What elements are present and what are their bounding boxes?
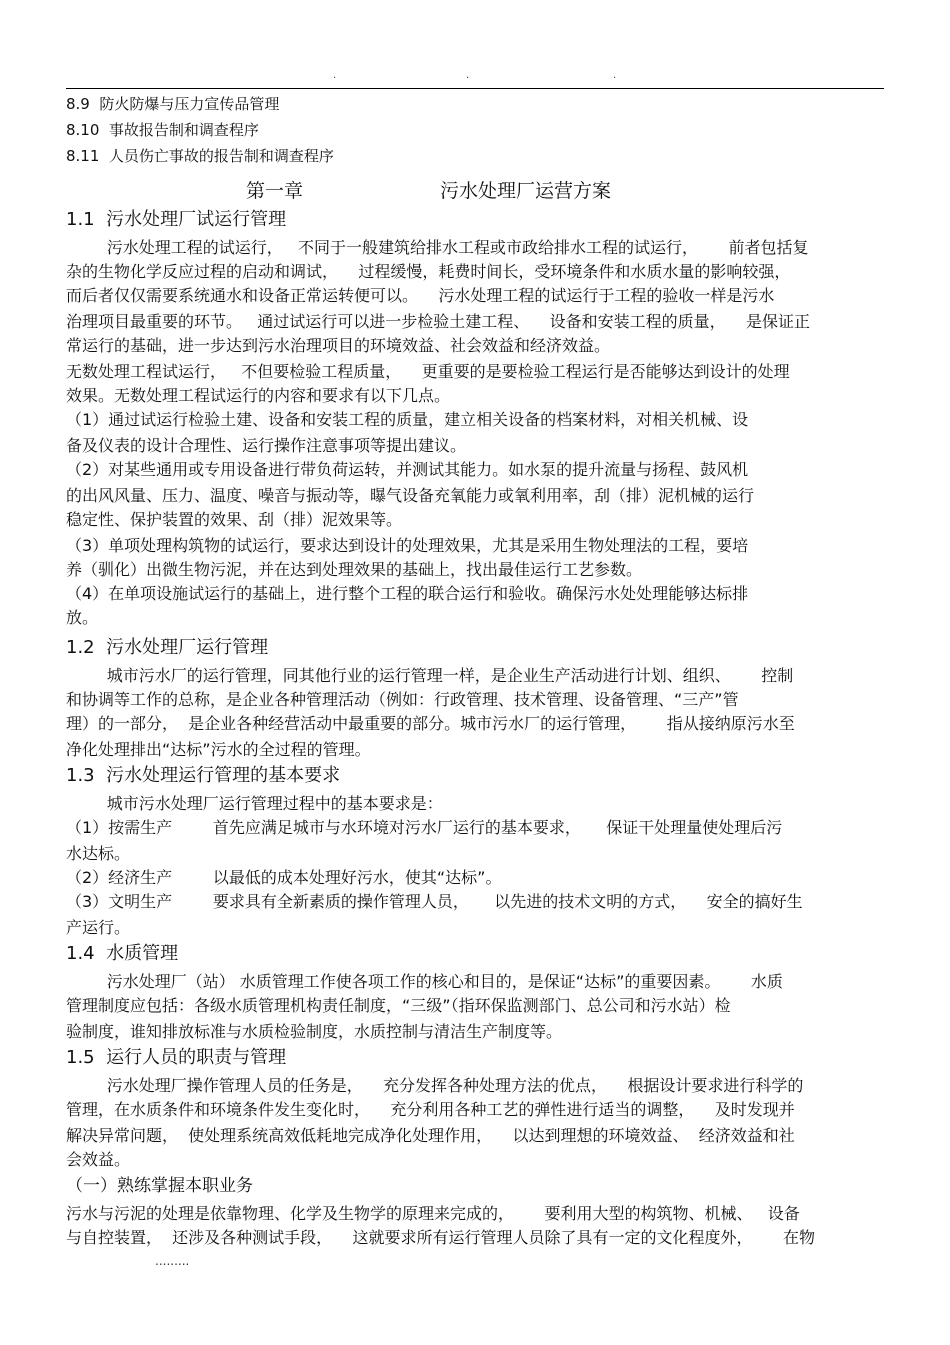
header-rule bbox=[66, 88, 884, 89]
paragraph-line: 和协调等工作的总称，是企业各种管理活动（例如：行政管理、技术管理、设备管理、“三产”管 bbox=[66, 690, 739, 709]
paragraph-line: （1）通过试运行检验土建、设备和安装工程的质量，建立相关设备的档案材料，对相关机械、设 bbox=[66, 410, 749, 429]
subsection-heading: （一）熟练掌握本职业务 bbox=[66, 1176, 253, 1196]
paragraph-line: 城市污水处理厂运行管理过程中的基本要求是： bbox=[66, 794, 443, 813]
paragraph-line: 效果。无数处理工程试运行的内容和要求有以下几点。 bbox=[66, 386, 451, 405]
paragraph-line: 产运行。 bbox=[66, 918, 131, 937]
toc-item: 8.9 防火防爆与压力宣传品管理 bbox=[66, 95, 280, 113]
paragraph-line: 养（驯化）出微生物污泥，并在达到处理效果的基础上，找出最佳运行工艺参数。 bbox=[66, 560, 643, 579]
paragraph-line: 会效益。 bbox=[66, 1150, 131, 1169]
paragraph-line: 与自控装置， 还涉及各种测试手段， 这就要求所有运行管理人员除了具有一定的文化程度外， 在物 bbox=[66, 1228, 816, 1247]
paragraph-line: 无数处理工程试运行， 不但要检验工程质量， 更重要的是要检验工程运行是否能够达到设计的处理 bbox=[66, 362, 790, 381]
paragraph-line: 污水处理工程的试运行， 不同于一般建筑给排水工程或市政给排水工程的试运行， 前者包括复 bbox=[66, 238, 809, 257]
chapter-number: 第一章 bbox=[246, 180, 304, 202]
continuation-ellipsis: ......... bbox=[155, 1254, 190, 1268]
paragraph-line: 杂的生物化学反应过程的启动和调试， 过程缓慢，耗费时间长，受环境条件和水质水量的影响较强， bbox=[66, 262, 791, 281]
header-dot: . bbox=[333, 70, 337, 81]
paragraph-line: （3）文明生产 要求具有全新素质的操作管理人员， 以先进的技术文明的方式， 安全的搞好生 bbox=[66, 892, 803, 911]
paragraph-line: 理）的一部分， 是企业各种经营活动中最重要的部分。城市污水厂的运行管理， 指从接纳原污水至 bbox=[66, 714, 795, 733]
paragraph-line: 污水与污泥的处理是依靠物理、化学及生物学的原理来完成的， 要利用大型的构筑物、机械、 设备 bbox=[66, 1204, 800, 1223]
toc-item: 8.10 事故报告制和调查程序 bbox=[66, 121, 259, 139]
section-heading: 1.5 运行人员的职责与管理 bbox=[66, 1047, 287, 1068]
paragraph-line: 常运行的基础，进一步达到污水治理项目的环境效益、社会效益和经济效益。 bbox=[66, 336, 611, 355]
paragraph-line: 放。 bbox=[66, 608, 99, 627]
paragraph-line: （2）经济生产 以最低的成本处理好污水，使其“达标”。 bbox=[66, 868, 502, 887]
toc-item: 8.11 人员伤亡事故的报告制和调查程序 bbox=[66, 147, 334, 165]
header-dot: . bbox=[613, 70, 617, 81]
section-heading: 1.3 污水处理运行管理的基本要求 bbox=[66, 765, 341, 786]
section-heading: 1.1 污水处理厂试运行管理 bbox=[66, 209, 287, 230]
header-dot: . bbox=[466, 70, 470, 81]
paragraph-line: 污水处理厂操作管理人员的任务是， 充分发挥各种处理方法的优点， 根据设计要求进行科学的 bbox=[66, 1076, 804, 1095]
paragraph-line: 城市污水厂的运行管理，同其他行业的运行管理一样，是企业生产活动进行计划、组织、 控制 bbox=[66, 666, 794, 685]
paragraph-line: 而后者仅仅需要系统通水和设备正常运转便可以。 污水处理工程的试运行于工程的验收一样是污水 bbox=[66, 286, 775, 305]
paragraph-line: 的出风风量、压力、温度、噪音与振动等，曝气设备充氧能力或氧利用率，刮（排）泥机械的运行 bbox=[66, 486, 755, 505]
section-heading: 1.2 污水处理厂运行管理 bbox=[66, 637, 269, 658]
paragraph-line: 污水处理厂（站） 水质管理工作使各项工作的核心和目的，是保证“达标”的重要因素。 水质 bbox=[66, 972, 783, 991]
paragraph-line: （3）单项处理构筑物的试运行，要求达到设计的处理效果，尤其是采用生物处理法的工程，要培 bbox=[66, 536, 749, 555]
paragraph-line: （1）按需生产 首先应满足城市与水环境对污水厂运行的基本要求， 保证干处理量使处理后污 bbox=[66, 818, 783, 837]
paragraph-line: 管理，在水质条件和环境条件发生变化时， 充分利用各种工艺的弹性进行适当的调整， 及时发现并 bbox=[66, 1100, 795, 1119]
paragraph-line: 管理制度应包括：各级水质管理机构责任制度，“三级”（指环保监测部门、总公司和污水站）检 bbox=[66, 996, 731, 1015]
paragraph-line: 治理项目最重要的环节。 通过试运行可以进一步检验土建工程、 设备和安装工程的质量， 是保证正 bbox=[66, 312, 810, 331]
section-heading: 1.4 水质管理 bbox=[66, 943, 179, 964]
paragraph-line: 净化处理排出“达标”污水的全过程的管理。 bbox=[66, 740, 371, 759]
paragraph-line: 备及仪表的设计合理性、运行操作注意事项等提出建议。 bbox=[66, 436, 467, 455]
paragraph-line: 验制度，谁知排放标准与水质检验制度，水质控制与清洁生产制度等。 bbox=[66, 1022, 563, 1041]
paragraph-line: 水达标。 bbox=[66, 844, 131, 863]
paragraph-line: （4）在单项设施试运行的基础上，进行整个工程的联合运行和验收。确保污水处处理能够达标排 bbox=[66, 584, 749, 603]
chapter-title: 污水处理厂运营方案 bbox=[440, 180, 612, 202]
paragraph-line: 稳定性、保护装置的效果、刮（排）泥效果等。 bbox=[66, 510, 403, 529]
paragraph-line: 解决异常问题， 使处理系统高效低耗地完成净化处理作用， 以达到理想的环境效益、 经济效益和社 bbox=[66, 1126, 795, 1145]
paragraph-line: （2）对某些通用或专用设备进行带负荷运转，并测试其能力。如水泵的提升流量与扬程、鼓风机 bbox=[66, 460, 749, 479]
